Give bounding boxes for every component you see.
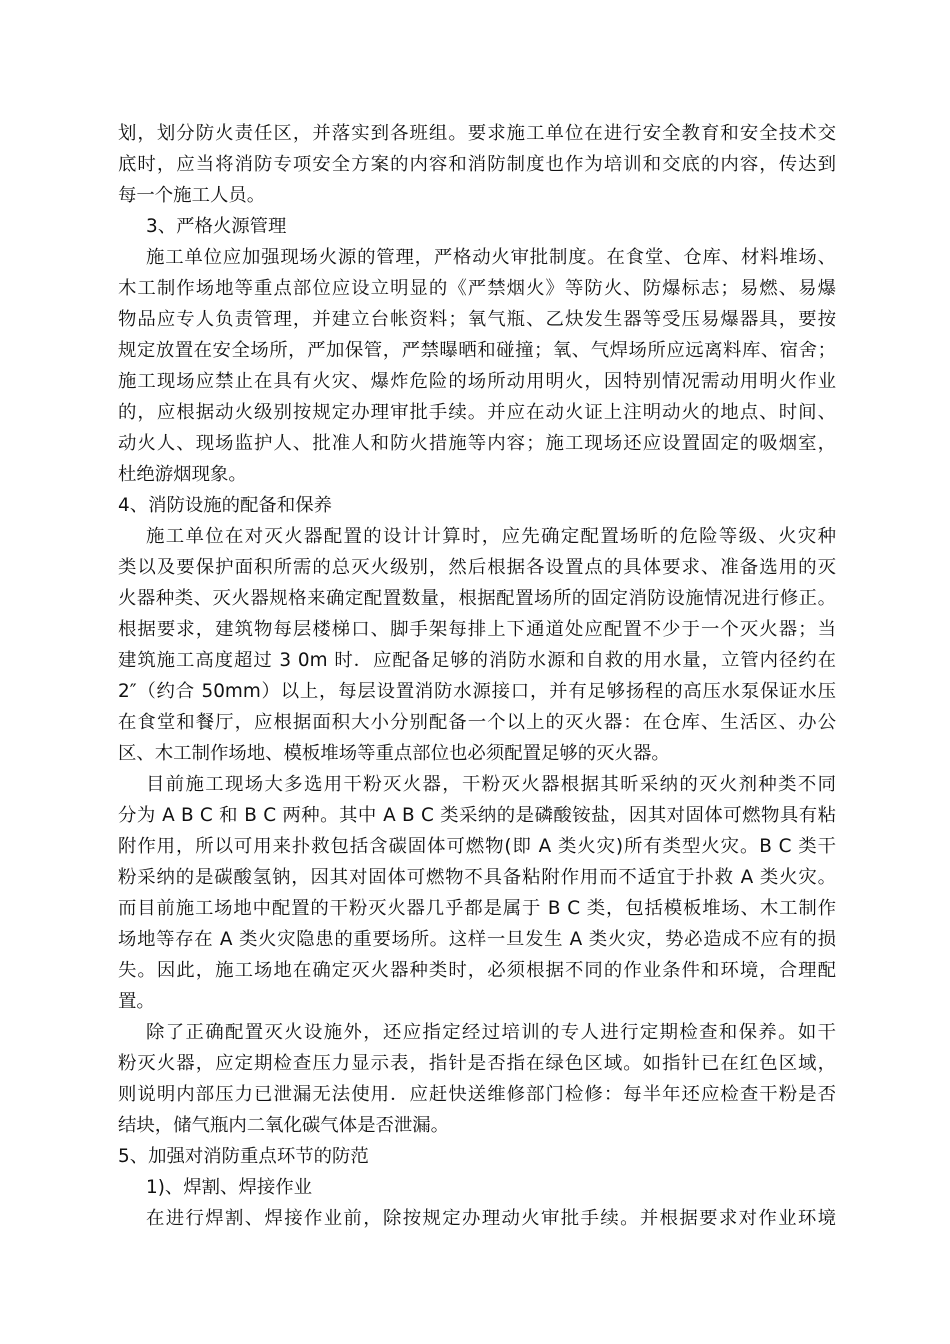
paragraph-line: 除了正确配置灭火设施外，还应指定经过培训的专人进行定期检查和保养。如干 (146, 1022, 836, 1043)
paragraph-line: 2″（约合 50mm）以上，每层设置消防水源接口，并有足够扬程的高压水泵保证水压 (118, 681, 836, 702)
paragraph-line: 根据要求，建筑物每层楼梯口、脚手架每排上下通道处应配置不少于一个灭火器；当 (118, 619, 836, 640)
paragraph-line: 杜绝游烟现象。 (118, 464, 247, 485)
paragraph-line: 附作用，所以可用来扑救包括含碳固体可燃物(即 A 类火灾)所有类型火灾。B C 类干 (118, 836, 836, 857)
paragraph-line: 规定放置在安全场所，严加保管，严禁曝晒和碰撞；氧、气焊场所应远离料库、宿舍； (118, 340, 836, 361)
paragraph-line: 底时，应当将消防专项安全方案的内容和消防制度也作为培训和交底的内容，传达到 (118, 154, 836, 175)
section-heading: 5、加强对消防重点环节的防范 (118, 1146, 369, 1167)
paragraph-line: 失。因此，施工场地在确定灭火器种类时，必须根据不同的作业条件和环境，合理配 (118, 960, 836, 981)
section-heading: 3、严格火源管理 (146, 216, 287, 237)
subsection-heading: 1)、焊割、焊接作业 (146, 1177, 313, 1198)
section-heading: 4、消防设施的配备和保养 (118, 495, 332, 516)
paragraph-line: 每一个施工人员。 (118, 185, 266, 206)
paragraph-line: 目前施工现场大多选用干粉灭火器，干粉灭火器根据其昕采纳的灭火剂种类不同 (146, 774, 836, 795)
paragraph-line: 在食堂和餐厅，应根据面积大小分别配备一个以上的灭火器：在仓库、生活区、办公 (118, 712, 836, 733)
paragraph-line: 施工单位在对灭火器配置的设计计算时，应先确定配置场昕的危险等级、火灾种 (146, 526, 836, 547)
paragraph-line: 类以及要保护面积所需的总灭火级别，然后根据各设置点的具体要求、准备选用的灭 (118, 557, 836, 578)
paragraph-line: 结块，储气瓶内二氧化碳气体是否泄漏。 (118, 1115, 450, 1136)
paragraph-line: 火器种类、灭火器规格来确定配置数量，根据配置场所的固定消防设施情况进行修正。 (118, 588, 836, 609)
paragraph-line: 的，应根据动火级别按规定办理审批手续。并应在动火证上注明动火的地点、时间、 (118, 402, 836, 423)
paragraph-line: 区、木工制作场地、模板堆场等重点部位也必须配置足够的灭火器。 (118, 743, 670, 764)
paragraph-line: 物品应专人负责管理，并建立台帐资料；氧气瓶、乙炔发生器等受压易爆器具，要按 (118, 309, 836, 330)
document-page (118, 118, 836, 1234)
paragraph-line: 木工制作场地等重点部位应设立明显的《严禁烟火》等防火、防爆标志；易燃、易爆 (118, 278, 836, 299)
paragraph-line: 则说明内部压力已泄漏无法使用．应赶快送维修部门检修：每半年还应检查干粉是否 (118, 1084, 836, 1105)
paragraph-line: 施工现场应禁止在具有火灾、爆炸危险的场所动用明火，因特别情况需动用明火作业 (118, 371, 836, 392)
paragraph-line: 在进行焊割、焊接作业前，除按规定办理动火审批手续。并根据要求对作业环境 (146, 1208, 836, 1229)
paragraph-line: 划，划分防火责任区，并落实到各班组。要求施工单位在进行安全教育和安全技术交 (118, 123, 836, 144)
paragraph-line: 建筑施工高度超过 3 0m 时．应配备足够的消防水源和自救的用水量，立管内径约在 (118, 650, 836, 671)
paragraph-line: 施工单位应加强现场火源的管理，严格动火审批制度。在食堂、仓库、材料堆场、 (146, 247, 836, 268)
paragraph-line: 置。 (118, 991, 155, 1012)
paragraph-line: 场地等存在 A 类火灾隐患的重要场所。这样一旦发生 A 类火灾，势必造成不应有的损 (118, 929, 836, 950)
paragraph-line: 而目前施工场地中配置的干粉灭火器几乎都是属于 B C 类，包括模板堆场、木工制作 (118, 898, 836, 919)
paragraph-line: 粉采纳的是碳酸氢钠，因其对固体可燃物不具备粘附作用而不适宜于扑救 A 类火灾。 (118, 867, 836, 888)
paragraph-line: 动火人、现场监护人、批准人和防火措施等内容；施工现场还应设置固定的吸烟室， (118, 433, 836, 454)
paragraph-line: 分为 A B C 和 B C 两种。其中 A B C 类采纳的是磷酸铵盐，因其对固体可燃物具有粘 (118, 805, 836, 826)
paragraph-line: 粉灭火器，应定期检查压力显示表，指针是否指在绿色区域。如指针已在红色区域， (118, 1053, 836, 1074)
